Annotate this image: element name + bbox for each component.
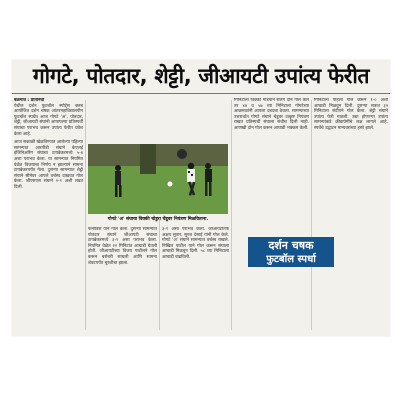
body-paragraph: मिनिटाला पहिला गोल करून १-० अशी आघाडी मिळवून दिली. दुसऱ्या सत्रात ३२ मिनिटाला संदीपने गोल केला. शेट्टी संघाने उपांत्य फेरी गाठली. उद्या होणाऱ्या उपांत्य सामन्यांकडे क्रीडाप्रेमींचे लक्ष लागले आहे. स्पर्धेचे उद्घाटन मान्यवरांच्या हस्ते झाले. xyxy=(314,98,388,131)
box-title-line-1: दर्शन चषक xyxy=(268,239,314,252)
photo-caption: गोगटे 'अ' संघाचा विक्की चोडुरा चेंडूवर नियंत्रण मिळविताना. xyxy=(107,217,209,222)
article-column-5 xyxy=(314,98,388,330)
lead-paragraph: येथील दर्शन फुटबॉल स्पोर्ट्स क्लब आयोजित दर्शन चषक आंतरमहाविद्यालयीन फुटबॉल स्पर्धेत आज गोगटे 'अ', पोतदार, शेट्टी, जीआयटी संघांनी आपापल्या प्रतिस्पर्धी संघांचा पराभव करून उपांत्य फेरीत प्रवेश केला आहे. xyxy=(14,103,83,137)
box-title-line-2: फुटबॉल स्पर्धा xyxy=(266,254,316,265)
article-column-2 xyxy=(88,227,157,330)
body-paragraph: ३-१ असा पराभव केला. जीआयटीतर्फे अक्षय सुतार, सुरज देसाई यांनी गोल केले. गोगटे 'अ' संघाने सामन्यात वर्चस्व राखले. निखिल पाटील याने गोल करून संघाला आघाडी मिळवून दिली. ५८ व्या मिनिटाला आघाडी वाढविली. xyxy=(162,227,229,260)
body-paragraph: फर्नांडिस याने गोल केला. दुसऱ्या सामन्यात पोतदार संघाने जीआयटी संघाचा टायब्रेकरमध्ये ३-१ असा पराभव केला. नियमित वेळेत २२ मिनिटांत आघाडी घेतली होती. जीआयटीच्या विजय पाटीलने गोल करून बरोबरी साधली आणि सामना शेवटपर्यंत चुरशीचा झाला. xyxy=(88,227,157,266)
headline-rule xyxy=(12,93,390,94)
column-divider xyxy=(85,100,86,330)
football-photo-illustration xyxy=(88,144,228,214)
body-paragraph: मिनिटाला विक्की गडियाने सलग दोन गोल केले तर ४४ व ५७ व्या मिनिटाला गोगटेच्या आक्रमकांनी आपला दबदबा ठेवला. सामन्याच्या उत्तरार्धात गोगटे संघाने चेंडूवर उत्कृष्ट नियंत्रण राखत प्रतिस्पर्धी संघाला संधीच दिली नाही. आणखी दोन गोल करून आघाडी भक्कम केली. xyxy=(234,98,309,131)
body-paragraph: आज सकाळी खेळविण्यात आलेल्या पहिल्या सामन्यात आरपीडी संघाने केएलई इंजिनिअरिंग संघाचा टायब्रेकरमध्ये ५-४ असा पराभव केला. या सामन्यात नियमित वेळेत विजयाचा निर्णय न झाल्याने सामना टायब्रेकरपर्यंत गेला. दुसऱ्या सामन्यात शेट्टी संघाने सीमेवर आपले वर्चस्व दाखवत गोल केला. जीएसएस संघाने २-१ अशी लढत दिली. xyxy=(14,140,83,190)
article-column-4 xyxy=(234,98,309,233)
article-column-1 xyxy=(14,98,83,330)
dateline: बेळगाव : प्रतिनिधी xyxy=(14,98,45,103)
headline: गोगटे, पोतदार, शेट्टी, जीआयटी उपांत्य फेरीत xyxy=(32,64,370,88)
column-divider xyxy=(159,220,160,330)
column-divider xyxy=(311,100,312,330)
column-divider xyxy=(231,100,232,330)
football-photo xyxy=(88,144,228,214)
newspaper-clipping xyxy=(12,60,390,336)
article-column-3 xyxy=(162,227,229,330)
